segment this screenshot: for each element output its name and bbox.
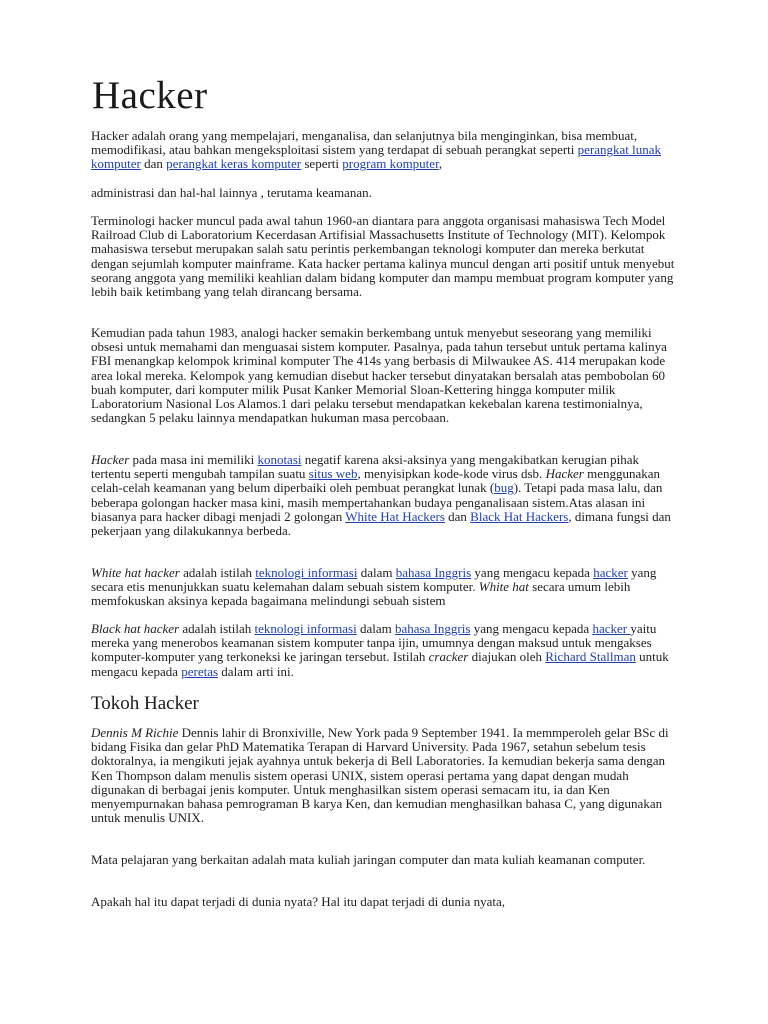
- link-hacker-2[interactable]: hacker: [592, 621, 631, 636]
- hacker-masa-ini-paragraph: Hacker pada masa ini memiliki konotasi negatif karena aksi-aksinya yang mengakibatkan kerugian pihak tertentu seperti mengubah tampilan suatu situs web, menyisipkan kode-kode virus dsb. Hacker menggunakan celah-celah keamanan yang belum diperbaiki oleh pembuat perangkat lunak (bug). Tetapi pada masa lalu, dan beberapa golongan hacker masa kini, masih mempertahankan budaya penganalisaan sistem.Atas alasan ini biasanya para hacker dibagi menjadi 2 golongan White Hat Hackers dan Black Hat Hackers, dimana fungsi dan pekerjaan yang dilakukannya berbeda.: [91, 452, 671, 539]
- white-hat-paragraph: White hat hacker adalah istilah teknologi informasi dalam bahasa Inggris yang mengacu kepada hacker yang secara etis menunjukkan suatu kelemahan dalam sebuah sistem komputer. White hat secara umum lebih memfokuskan aksinya kepada bagaimana melindungi sebuah sistem: [91, 565, 657, 609]
- link-bahasa-inggris[interactable]: bahasa Inggris: [395, 565, 472, 580]
- link-hacker[interactable]: hacker: [593, 565, 628, 580]
- link-bahasa-inggris-2[interactable]: bahasa Inggris: [394, 621, 471, 636]
- black-hat-paragraph: Black hat hacker adalah istilah teknologi informasi dalam bahasa Inggris yang mengacu kepada hacker yaitu mereka yang menerobos keamanan sistem komputer tanpa ijin, umumnya dengan maksud untuk mengakses komputer-komputer yang terkoneksi ke jaringan tersebut. Istilah cracker diajukan oleh Richard Stallman untuk mengacu kepada peretas dalam arti ini.: [91, 621, 669, 679]
- link-bug[interactable]: bug: [494, 480, 514, 496]
- mata-pelajaran-paragraph: Mata pelajaran yang berkaitan adalah mata kuliah jaringan computer dan mata kuliah keamanan computer.: [91, 852, 646, 867]
- link-richard-stallman[interactable]: Richard Stallman: [545, 649, 636, 665]
- link-perangkat-keras[interactable]: perangkat keras komputer: [166, 156, 302, 172]
- link-program-komputer[interactable]: program komputer: [342, 156, 439, 172]
- section-heading-tokoh-hacker: Tokoh Hacker: [91, 693, 199, 714]
- link-perangkat-lunak[interactable]: perangkat lunak komputer: [91, 142, 662, 172]
- link-konotasi[interactable]: konotasi: [257, 452, 302, 467]
- terminologi-paragraph: Terminologi hacker muncul pada awal tahun 1960-an diantara para anggota organisasi mahasiswa Tech Model Railroad Club di Laboratorium Kecerdasan Artifisial Massachusetts Institute of Technology (MIT). Kelompok mahasiswa tersebut merupakan salah satu perintis perkembangan teknologi komputer dan mereka berkutat dengan sejumlah komputer mainframe. Kata hacker pertama kalinya muncul dengan arti positif untuk menyebut seorang anggota yang memiliki keahlian dalam bidang komputer dan mampu membuat program komputer yang lebih baik ketimbang yang telah dirancang bersama.: [91, 213, 675, 300]
- link-teknologi-informasi-2[interactable]: teknologi informasi: [254, 621, 357, 636]
- intro-paragraph: Hacker adalah orang yang mempelajari, menganalisa, dan selanjutnya bila menginginkan, bisa membuat, memodifikasi, atau bahkan mengeksploitasi sistem yang terdapat di sebuah perangkat seperti perangkat lunak komputer dan perangkat keras komputer seperti program komputer,: [91, 128, 662, 172]
- page-title: Hacker: [92, 74, 208, 117]
- dennis-richie-paragraph: Dennis M Richie Dennis lahir di Bronxiville, New York pada 9 September 1941. Ia memmperoleh gelar BSc di bidang Fisika dan gelar PhD Matematika Terapan di Harvard University. Pada 1967, setahun sebelum tesis doktoralnya, ia mengikuti jejak ayahnya untuk bekerja di Bell Laboratories. Ia kemudian bekerja sama dengan Ken Thompson dalam menulis sistem operasi UNIX, sistem operasi pertama yang dapat dengan mudah digunakan di berbagai jenis komputer. Untuk menghasilkan sistem operasi semacam itu, ia dan Ken menyempurnakan bahasa pemrograman B karya Ken, dan kemudian menghasilkan bahasa C, yang digunakan untuk menulis UNIX.: [91, 725, 669, 826]
- kemudian-paragraph: Kemudian pada tahun 1983, analogi hacker semakin berkembang untuk menyebut seseorang yang memiliki obsesi untuk memahami dan menguasai sistem komputer. Pasalnya, pada tahun tersebut untuk pertama kalinya FBI menangkap kelompok kriminal komputer The 414s yang berbasis di Milwaukee AS. 414 merupakan kode area lokal mereka. Kelompok yang kemudian disebut hacker tersebut dinyatakan bersalah atas pembobolan 60 buah komputer, dari komputer milik Pusat Kanker Memorial Sloan-Kettering hingga komputer milik Laboratorium Nasional Los Alamos.1 dari pelaku tersebut mendapatkan kekebalan karena testimonialnya, sedangkan 5 pelaku lainnya mendapatkan hukuman masa percobaan.: [91, 325, 667, 426]
- link-teknologi-informasi[interactable]: teknologi informasi: [255, 565, 358, 580]
- link-peretas[interactable]: peretas: [181, 663, 219, 679]
- link-black-hat-hackers[interactable]: Black Hat Hackers: [470, 508, 569, 524]
- administrasi-paragraph: administrasi dan hal-hal lainnya , terutama keamanan.: [91, 185, 372, 200]
- apakah-paragraph: Apakah hal itu dapat terjadi di dunia nyata? Hal itu dapat terjadi di dunia nyata,: [91, 894, 506, 909]
- link-situs-web[interactable]: situs web: [308, 466, 358, 482]
- link-white-hat-hackers[interactable]: White Hat Hackers: [345, 508, 445, 524]
